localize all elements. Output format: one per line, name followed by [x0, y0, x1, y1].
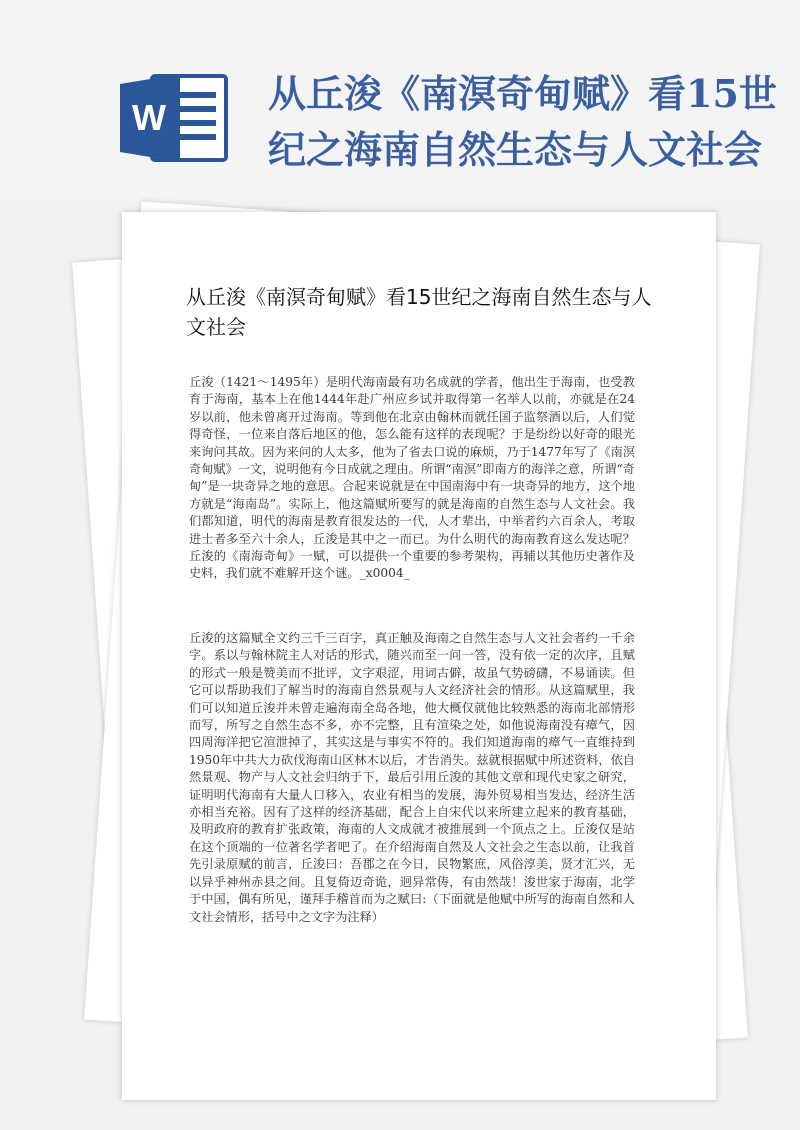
word-logo-letter: W: [132, 97, 166, 138]
word-document-icon: [118, 70, 230, 166]
document-paragraph: 丘浚（1421～1495年）是明代海南最有功名成就的学者，他出生于海南，也受教育于海南，基本上在他1444年赴广州应乡试并取得第一名举人以前，亦就是在24岁以前，他未曾离开过海南。等到他在北京由翰林而就任国子监祭酒以后，人们觉得奇怪，一位来自落后地区的他，怎么能有这样的表现呢？于是纷纷以好奇的眼光来询问其故。因为来问的人太多，他为了省去口说的麻烦，乃于1477年写了《南溟奇甸赋》一文，说明他有今日成就之理由。所谓“南溟”即南方的海洋之意，所谓“奇甸”是一块奇异之地的意思。合起来说就是在中国南海中有一块奇异的地方，这个地方就是“海南岛”。实际上，他这篇赋所要写的就是海南的自然生态与人文社会。我们都知道，明代的海南是教育很发达的一代，人才辈出，中举者约六百余人，考取进士者多至六十余人，丘浚是其中之一而已。为什么明代的海南教育这么发达呢？丘浚的《南海奇甸》一赋，可以提供一个重要的参考架构，再辅以其他历史著作及史料，我们就不难解开这个谜。_x0004_: [189, 375, 635, 581]
header-title: 从丘浚《南溟奇甸赋》看15世纪之海南自然生态与人文社会: [268, 71, 777, 172]
document-title: 从丘浚《南溟奇甸赋》看15世纪之海南自然生态与人文社会: [186, 285, 652, 339]
document-paragraph: 丘浚的这篇赋全文约三千三百字，真正触及海南之自然生态与人文社会者约一千余字。系以与翰林院主人对话的形式，随兴而至一问一答，没有依一定的次序，且赋的形式一般是赞美而不批评，文字艰涩，用词古僻，故虽气势磅礴，不易诵读。但它可以帮助我们了解当时的海南自然景观与人文经济社会的情形。从这篇赋里，我们可以知道丘浚并未曾走遍海南全岛各地，他大概仅就他比较熟悉的海南北部情形而写，所写之自然生态不多，亦不完整，且有渲染之处，如他说海南没有瘴气，因四周海洋把它渲泄掉了，其实这是与事实不符的。我们知道海南的瘴气一直维持到1950年中共大力砍伐海南山区林木以后，才告消失。兹就根据赋中所述资料，依自然景观、物产与人文社会归纳于下，最后引用丘浚的其他文章和现代史家之研究，证明明代海南有大量人口移入，农业有相当的发展，海外贸易相当发达，经济生活亦相当充裕。因有了这样的经济基础，配合上自宋代以来所建立起来的教育基础，及明政府的教育扩张政策，海南的人文成就才被推展到一个顶点之上。丘浚仅是站在这个顶端的一位著名学者吧了。在介绍海南自然及人文社会之生态以前，让我首先引录原赋的前言，丘浚曰：吾郡之在今日，民物繁庶，风俗淳美，贤才汇兴，无以异乎神州赤县之间。且复倚迈奇诡，迥异常俦，有由然哉！浚世家于海南，北学于中国，偶有所见，谨拜手稽首而为之赋曰:（下面就是他赋中所写的海南自然和人文社会情形，括号中之文字为注释）: [189, 631, 635, 924]
header-banner: [0, 0, 800, 200]
